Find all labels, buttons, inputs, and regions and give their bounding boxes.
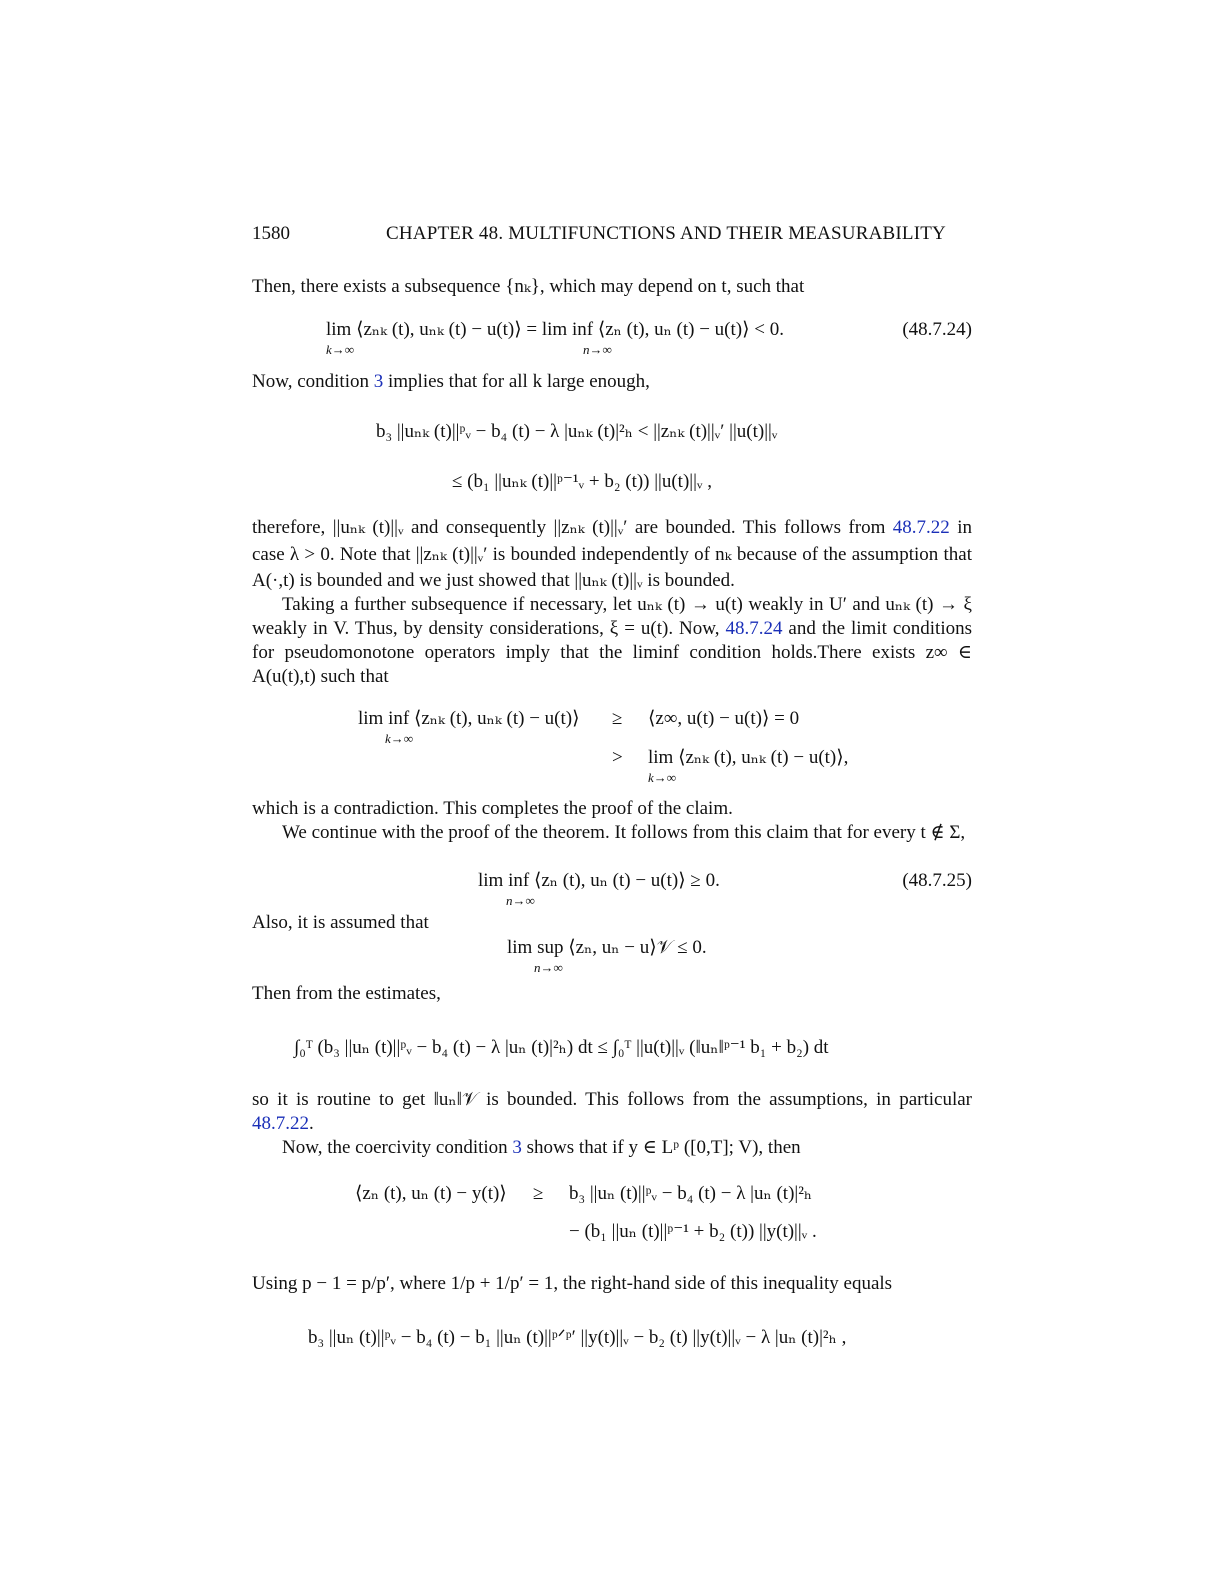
equation-number: (48.7.25) [902,870,972,891]
equation: b₃ ||uₙ (t)||ᵖᵥ − b₄ (t) − b₁ ||uₙ (t)||ᵖᐟᵖ′ ||y(t)||ᵥ − b₂ (t) ||y(t)||ᵥ − λ |uₙ (t)|²ₕ , [308,1327,847,1348]
text: shows that if y ∈ Lᵖ ([0,T]; V), then [521,1137,801,1158]
limit-subscript: k→∞ [385,731,414,746]
equation: ≤ (b₁ ||uₙₖ (t)||ᵖ⁻¹ᵥ + b₂ (t)) ||u(t)||ᵥ , [452,471,712,492]
paragraph [252,1136,972,1160]
limit-subscript: n→∞ [583,342,612,357]
equation: ∫₀ᵀ (b₃ ||uₙ (t)||ᵖᵥ − b₄ (t) − λ |uₙ (t)|²ₕ) dt ≤ ∫₀ᵀ ||u(t)||ᵥ (‖uₙ‖ᵖ⁻¹ b₁ + b₂) dt [294,1037,829,1058]
text: implies that for all k large enough, [383,371,650,392]
paragraph: Then from the estimates, [252,983,441,1004]
equation-rhs: b₃ ||uₙ (t)||ᵖᵥ − b₄ (t) − λ |uₙ (t)|²ₕ [569,1183,813,1204]
reference-link[interactable]: 48.7.22 [892,517,950,538]
paragraph: Also, it is assumed that [252,912,429,933]
limit-subscript: n→∞ [534,960,563,975]
reference-link[interactable]: 3 [373,371,384,392]
page-number: 1580 [252,223,290,244]
reference-link[interactable]: 48.7.24 [725,618,783,639]
paragraph [252,370,972,394]
text: so it is routine to get ‖uₙ‖𝒱 is bounded. This follows from the assumptions, in particular [252,1089,972,1110]
equation-rhs: ⟨z∞, u(t) − u(t)⟩ = 0 [648,708,800,729]
reference-link[interactable]: 48.7.22 [252,1113,309,1134]
equation-lhs: ⟨zₙ (t), uₙ (t) − y(t)⟩ [355,1183,507,1204]
equation [326,318,784,342]
paragraph: which is a contradiction. This completes the proof of the claim. [252,798,733,819]
paragraph [252,1088,972,1136]
paragraph: Then, there exists a subsequence {nₖ}, which may depend on t, such that [252,276,805,297]
reference-link[interactable]: 3 [512,1137,522,1158]
running-header: CHAPTER 48. MULTIFUNCTIONS AND THEIR MEASURABILITY [386,223,946,244]
text: Now, the coercivity condition [282,1137,513,1158]
limit-subscript: k→∞ [648,770,677,785]
limit-subscript: k→∞ [326,342,355,357]
text: Taking a further subsequence if necessary, let uₙₖ (t) → u(t) weakly in U′ and uₙₖ (t) → ξ weakly in V. Thus, by density considerations, ξ = u(t). Now, [252,594,972,639]
equation: b₃ ||uₙₖ (t)||ᵖᵥ − b₄ (t) − λ |uₙₖ (t)|²ₕ < ||zₙₖ (t)||ᵥ′ ||u(t)||ᵥ [376,421,778,442]
limit-subscript: n→∞ [506,893,535,908]
paragraph: We continue with the proof of the theorem. It follows from this claim that for every t ∉ Σ, [282,822,966,843]
text: . [309,1113,314,1134]
equation-rhs: lim ⟨zₙₖ (t), uₙₖ (t) − u(t)⟩, [648,747,849,768]
text: in case λ > 0. Note that ||zₙₖ (t)||ᵥ′ is bounded independently of nₖ because of the assumption that A(·,t) is bounded and we just showed that ||uₙₖ (t)||ᵥ is bounded. [252,517,973,591]
relation-symbol: > [612,747,623,768]
equation: lim inf ⟨zₙ (t), uₙ (t) − u(t)⟩ ≥ 0. [478,870,720,891]
text: Now, condition [252,371,374,392]
paragraph [252,593,972,689]
equation-number: (48.7.24) [902,319,972,340]
equation-lhs: lim inf ⟨zₙₖ (t), uₙₖ (t) − u(t)⟩ [358,708,580,729]
text: therefore, ||uₙₖ (t)||ᵥ and consequently ||zₙₖ (t)||ᵥ′ are bounded. This follows from [252,517,893,538]
equation-rhs: − (b₁ ||uₙ (t)||ᵖ⁻¹ + b₂ (t)) ||y(t)||ᵥ . [569,1221,817,1242]
text: and the limit conditions for pseudomonotone operators imply that the liminf condition holds.There exists z∞ ∈ A(u(t),t) such that [252,618,972,687]
paragraph: Using p − 1 = p/p′, where 1/p + 1/p′ = 1, the right-hand side of this inequality equals [252,1273,893,1294]
equation: lim sup ⟨zₙ, uₙ − u⟩𝒱 ≤ 0. [507,937,707,958]
relation-symbol: ≥ [612,708,623,729]
relation-symbol: ≥ [533,1183,544,1204]
equation-text: lim ⟨zₙₖ (t), uₙₖ (t) − u(t)⟩ = lim inf ⟨zₙ (t), uₙ (t) − u(t)⟩ < 0. [326,319,784,340]
paragraph [252,515,972,595]
